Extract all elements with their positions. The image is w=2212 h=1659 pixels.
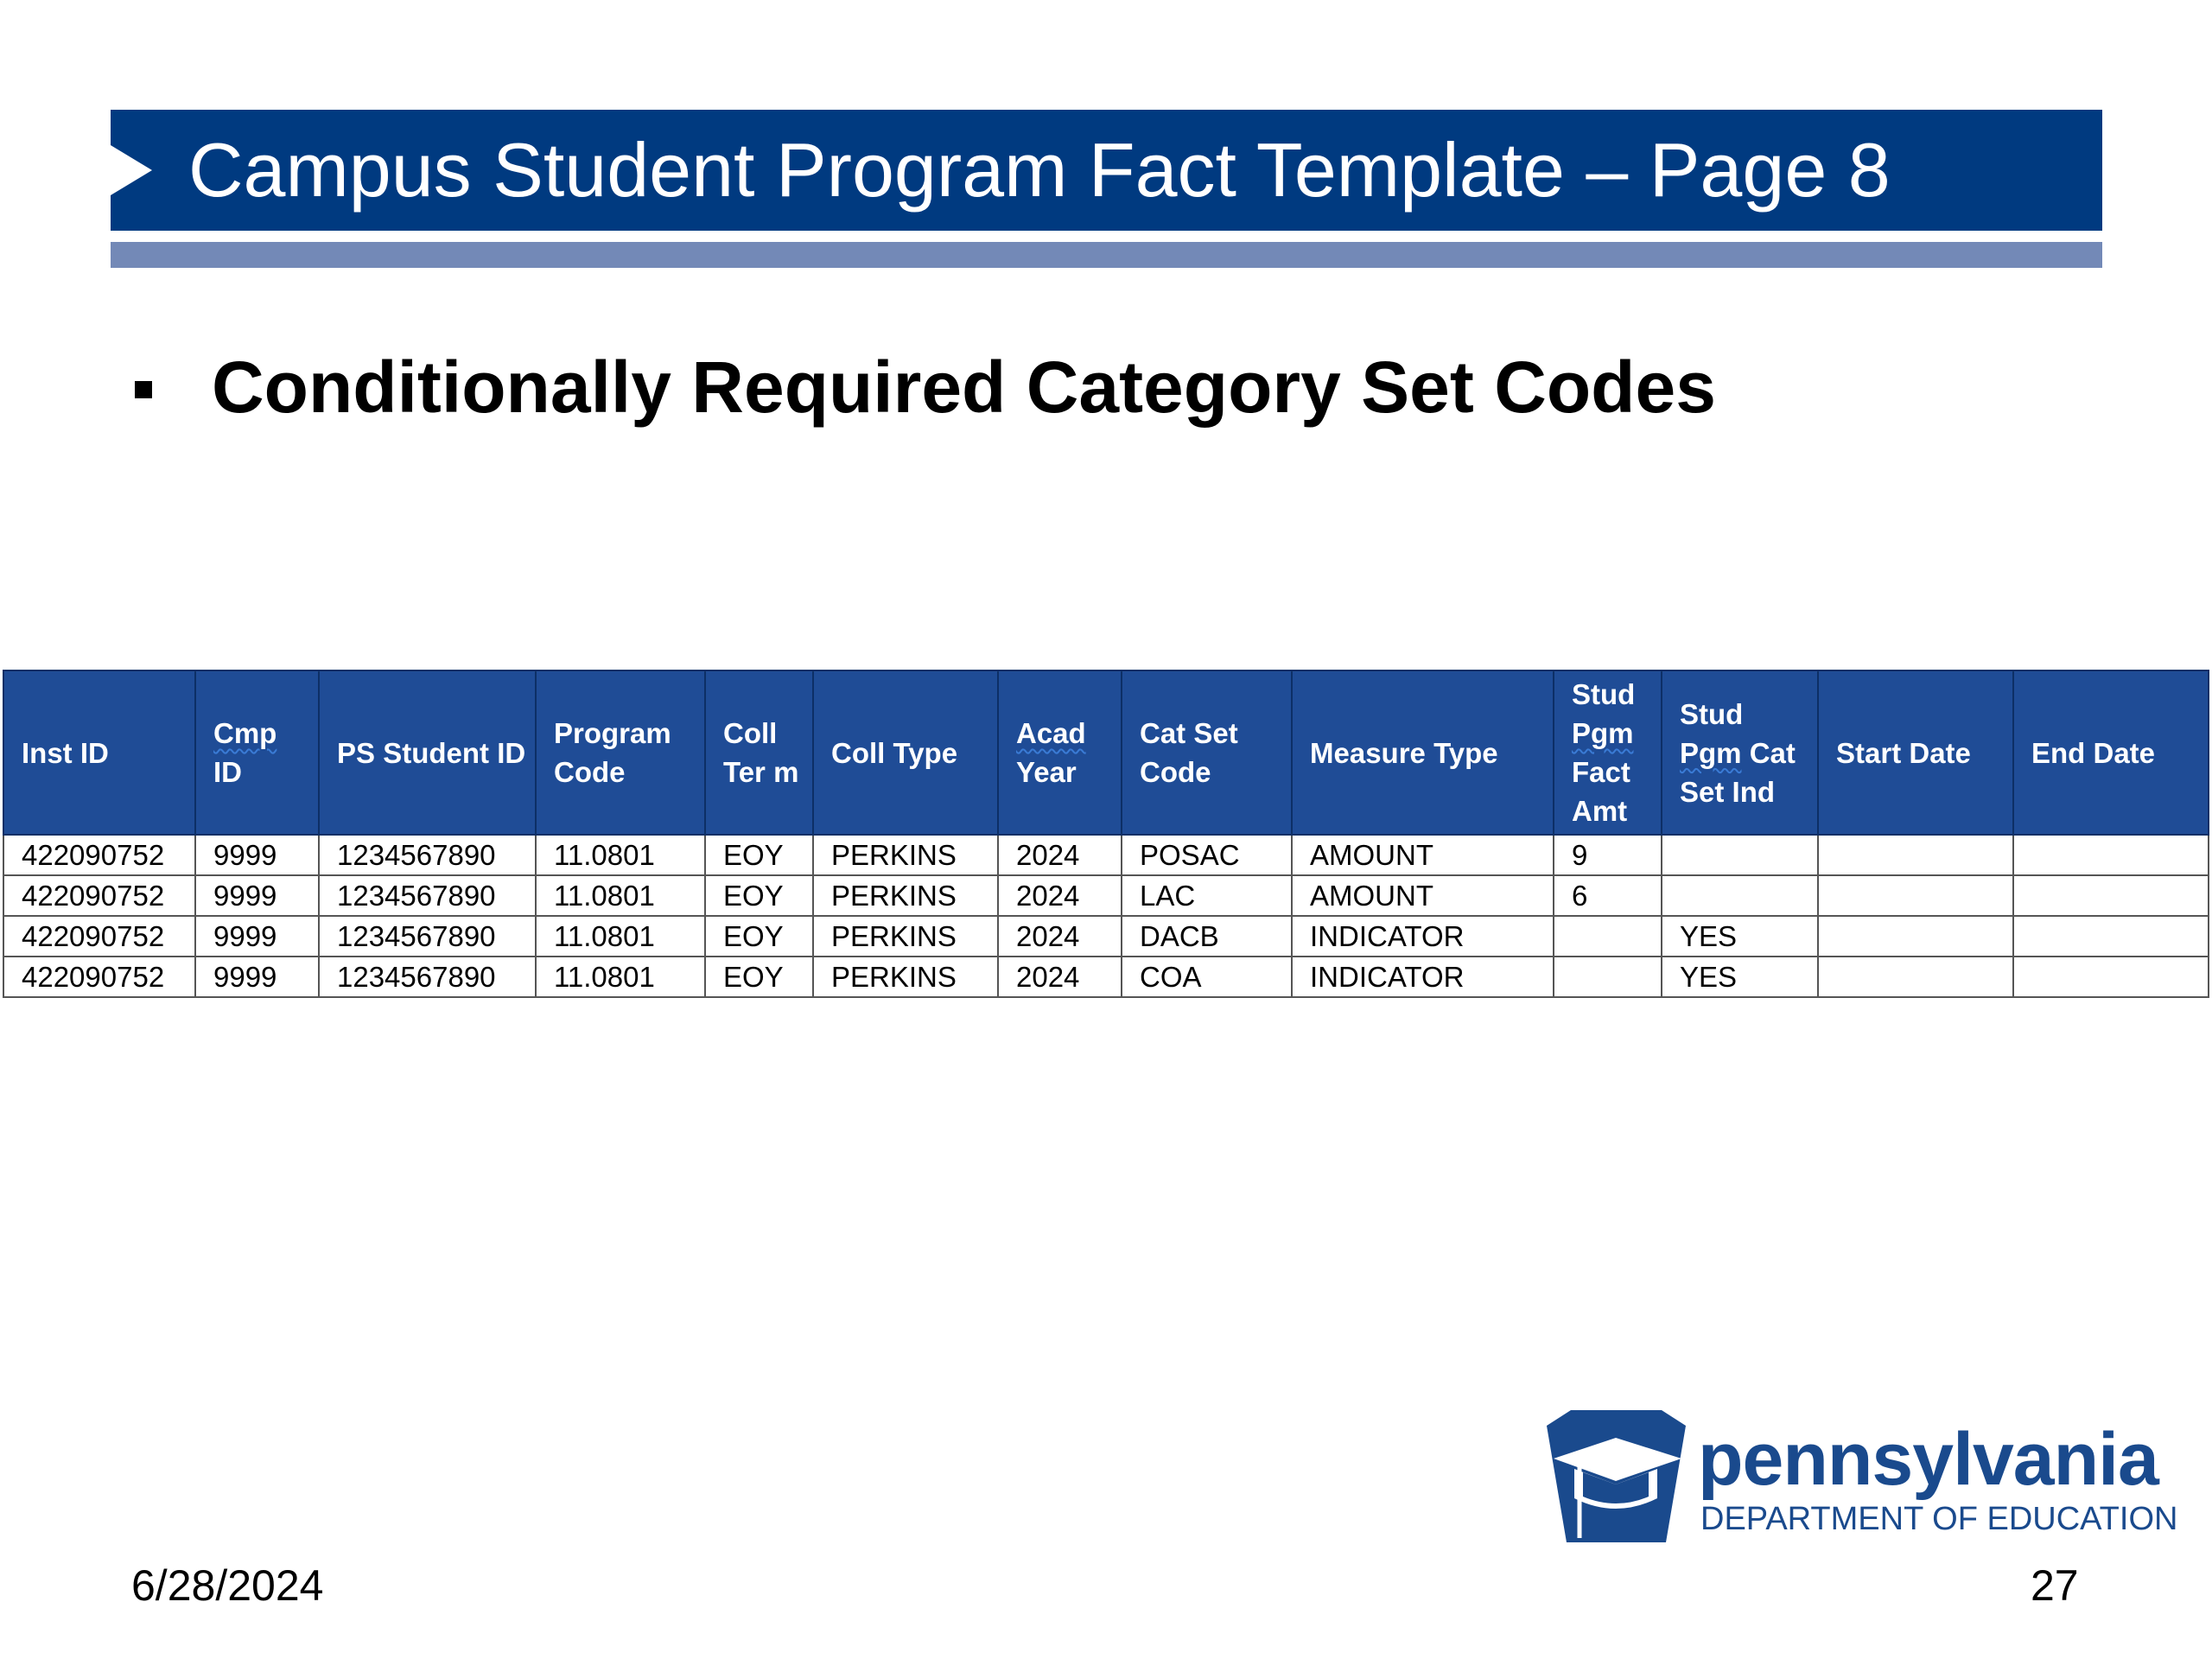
- header-cmp-id: Cmp ID: [195, 671, 319, 835]
- table-cell: 9999: [195, 835, 319, 875]
- table-cell: 2024: [998, 916, 1122, 957]
- header-measure-type: Measure Type: [1292, 671, 1554, 835]
- table-cell: PERKINS: [813, 835, 998, 875]
- table-cell: 11.0801: [536, 957, 705, 997]
- header-ps-student-id: PS Student ID: [319, 671, 536, 835]
- table-cell: 1234567890: [319, 875, 536, 916]
- table-cell: 422090752: [3, 957, 195, 997]
- table-cell: YES: [1662, 957, 1818, 997]
- table-cell: 1234567890: [319, 916, 536, 957]
- table-cell: AMOUNT: [1292, 875, 1554, 916]
- header-cat-set-code: Cat Set Code: [1122, 671, 1292, 835]
- page-number: 27: [2031, 1561, 2079, 1610]
- header-coll-term: Coll Ter m: [705, 671, 813, 835]
- table-cell: 2024: [998, 957, 1122, 997]
- table-row: [3, 916, 2209, 957]
- table-cell: 9999: [195, 957, 319, 997]
- table-cell: 11.0801: [536, 916, 705, 957]
- table-cell: [1662, 875, 1818, 916]
- table-cell: LAC: [1122, 875, 1292, 916]
- table-cell: 9999: [195, 875, 319, 916]
- title-arrow-icon: [111, 145, 152, 195]
- title-accent-bar: [111, 242, 2102, 268]
- table-cell: [2013, 835, 2209, 875]
- table-cell: [1818, 875, 2013, 916]
- header-stud-pgm-cat-set-ind: Stud Pgm Cat Set Ind: [1662, 671, 1818, 835]
- table-cell: EOY: [705, 916, 813, 957]
- header-start-date: Start Date: [1818, 671, 2013, 835]
- header-coll-type: Coll Type: [813, 671, 998, 835]
- table-cell: [1818, 916, 2013, 957]
- header-acad-year: Acad Year: [998, 671, 1122, 835]
- title-bar: [111, 110, 2102, 231]
- header-program-code: Program Code: [536, 671, 705, 835]
- logo-department-name: DEPARTMENT OF EDUCATION: [1700, 1501, 2178, 1537]
- table-cell: INDICATOR: [1292, 916, 1554, 957]
- keystone-graduation-cap-icon: [1545, 1408, 1688, 1551]
- table-cell: EOY: [705, 835, 813, 875]
- table-cell: PERKINS: [813, 957, 998, 997]
- table-cell: COA: [1122, 957, 1292, 997]
- table-cell: 11.0801: [536, 835, 705, 875]
- table-row: [3, 835, 2209, 875]
- table-cell: POSAC: [1122, 835, 1292, 875]
- header-stud-pgm-fact-amt: Stud Pgm Fact Amt: [1554, 671, 1662, 835]
- data-table: [3, 670, 2209, 998]
- table-cell: [1662, 835, 1818, 875]
- table-cell: 9999: [195, 916, 319, 957]
- table-cell: 2024: [998, 835, 1122, 875]
- table-cell: 9: [1554, 835, 1662, 875]
- table-cell: PERKINS: [813, 916, 998, 957]
- header-inst-id: Inst ID: [3, 671, 195, 835]
- bullet-heading: Conditionally Required Category Set Codes: [212, 346, 1716, 428]
- header-end-date: End Date: [2013, 671, 2209, 835]
- logo-state-name: pennsylvania: [1698, 1418, 2158, 1501]
- table-cell: 1234567890: [319, 835, 536, 875]
- table-header-row: [3, 671, 2209, 835]
- table-cell: 422090752: [3, 916, 195, 957]
- table-cell: [2013, 875, 2209, 916]
- table-cell: 11.0801: [536, 875, 705, 916]
- table-cell: EOY: [705, 875, 813, 916]
- table-cell: [1554, 957, 1662, 997]
- table-cell: [2013, 957, 2209, 997]
- table-cell: [1818, 957, 2013, 997]
- page-title: Campus Student Program Fact Template – Page 8: [188, 127, 1891, 213]
- table-row: [3, 875, 2209, 916]
- table-body: [3, 835, 2209, 997]
- table-row: [3, 957, 2209, 997]
- table-cell: EOY: [705, 957, 813, 997]
- table-cell: INDICATOR: [1292, 957, 1554, 997]
- table-cell: [1554, 916, 1662, 957]
- bullet-square-icon: [135, 381, 152, 398]
- table-cell: 2024: [998, 875, 1122, 916]
- table-cell: [1818, 835, 2013, 875]
- table-cell: DACB: [1122, 916, 1292, 957]
- table-cell: 1234567890: [319, 957, 536, 997]
- table-cell: AMOUNT: [1292, 835, 1554, 875]
- table-cell: 6: [1554, 875, 1662, 916]
- table-cell: YES: [1662, 916, 1818, 957]
- slide-date: 6/28/2024: [131, 1561, 324, 1610]
- table-cell: 422090752: [3, 875, 195, 916]
- table-cell: 422090752: [3, 835, 195, 875]
- table-cell: [2013, 916, 2209, 957]
- table-cell: PERKINS: [813, 875, 998, 916]
